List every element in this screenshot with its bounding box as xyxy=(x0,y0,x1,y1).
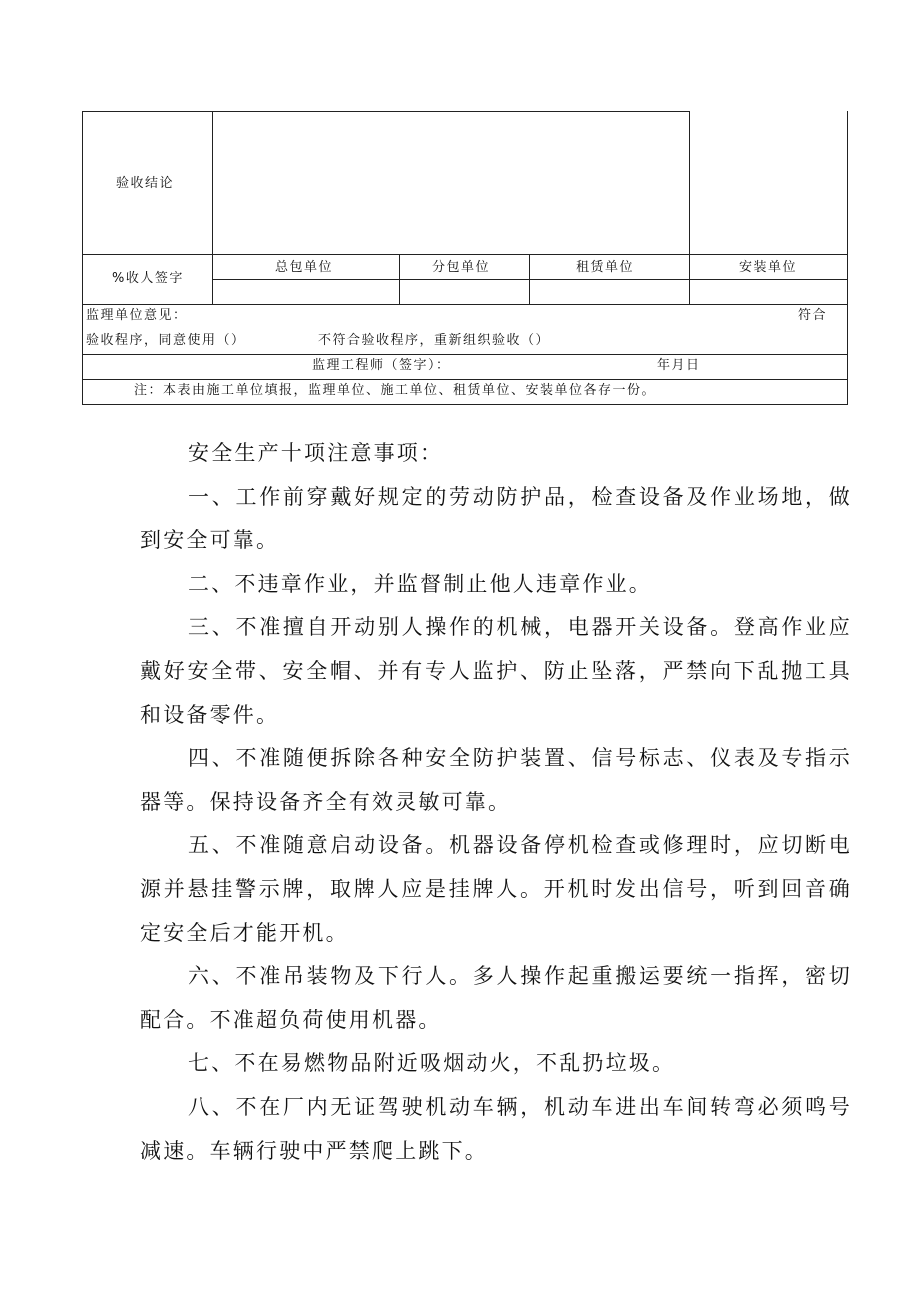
table-line xyxy=(82,254,848,255)
table-line xyxy=(689,111,690,304)
fit-text: 符合 xyxy=(798,308,828,323)
table-line xyxy=(82,404,848,405)
notice-item: 三、不准擅自开动别人操作的机械，电器开关设备。登高作业应戴好安全带、安全帽、并有专人监护、防止坠落，严禁向下乱抛工具和设备零件。 xyxy=(140,615,852,727)
notice-item: 八、不在厂内无证驾驶机动车辆，机动车进出车间转弯必须鸣号减速。车辆行驶中严禁爬上跳下。 xyxy=(140,1094,852,1163)
engineer-sign: 监理工程师（签字）： xyxy=(312,358,451,373)
notice-item: 七、不在易燃物品附近吸烟动火，不乱扔垃圾。 xyxy=(188,1051,676,1076)
notice-item: 五、不准随意启动设备。机器设备停机检查或修理时，应切断电源并悬挂警示牌，取牌人应是挂牌人。开机时发出信号，听到回音确定安全后才能开机。 xyxy=(140,833,852,945)
table-line xyxy=(212,111,213,304)
safety-notice xyxy=(140,432,852,476)
notice-item: 六、不准吊装物及下行人。多人操作起重搬运要统一指挥，密切配合。不准超负荷使用机器。 xyxy=(140,964,852,1032)
notice-items xyxy=(140,476,852,1174)
sign-label: %收人签字 xyxy=(112,271,184,286)
notice-item: 四、不准随便拆除各种安全防护装置、信号标志、仪表及专指示器等。保持设备齐全有效灵敏可靠。 xyxy=(140,746,852,814)
unit-leasing: 租赁单位 xyxy=(576,260,635,275)
table-line xyxy=(82,111,690,112)
notice-title: 安全生产十项注意事项： xyxy=(188,441,444,465)
supervisor-opinion-label: 监理单位意见： xyxy=(86,308,188,323)
table-line xyxy=(82,354,848,355)
date-text: 年月日 xyxy=(657,358,701,373)
notice-item: 一、工作前穿戴好规定的劳动防护品，检查设备及作业场地，做到安全可靠。 xyxy=(140,484,852,553)
table-line xyxy=(847,111,848,405)
acceptance-form-table xyxy=(82,111,848,405)
table-note: 注：本表由施工单位填报，监理单位、施工单位、租赁单位、安装单位各存一份。 xyxy=(134,383,657,398)
table-line xyxy=(82,379,848,380)
notice-item: 二、不违章作业，并监督制止他人违章作业。 xyxy=(188,571,652,596)
table-line xyxy=(82,304,848,305)
table-line xyxy=(529,254,530,304)
table-line xyxy=(212,279,848,280)
unit-installation: 安装单位 xyxy=(739,260,798,275)
unit-general-contractor: 总包单位 xyxy=(275,260,334,275)
conclusion-label: 验收结论 xyxy=(116,176,175,191)
procedure-yes: 验收程序，同意使用（） xyxy=(86,333,246,348)
table-line xyxy=(82,111,83,405)
table-line xyxy=(399,254,400,304)
unit-subcontractor: 分包单位 xyxy=(432,260,491,275)
procedure-no: 不符合验收程序，重新组织验收（） xyxy=(318,333,551,348)
